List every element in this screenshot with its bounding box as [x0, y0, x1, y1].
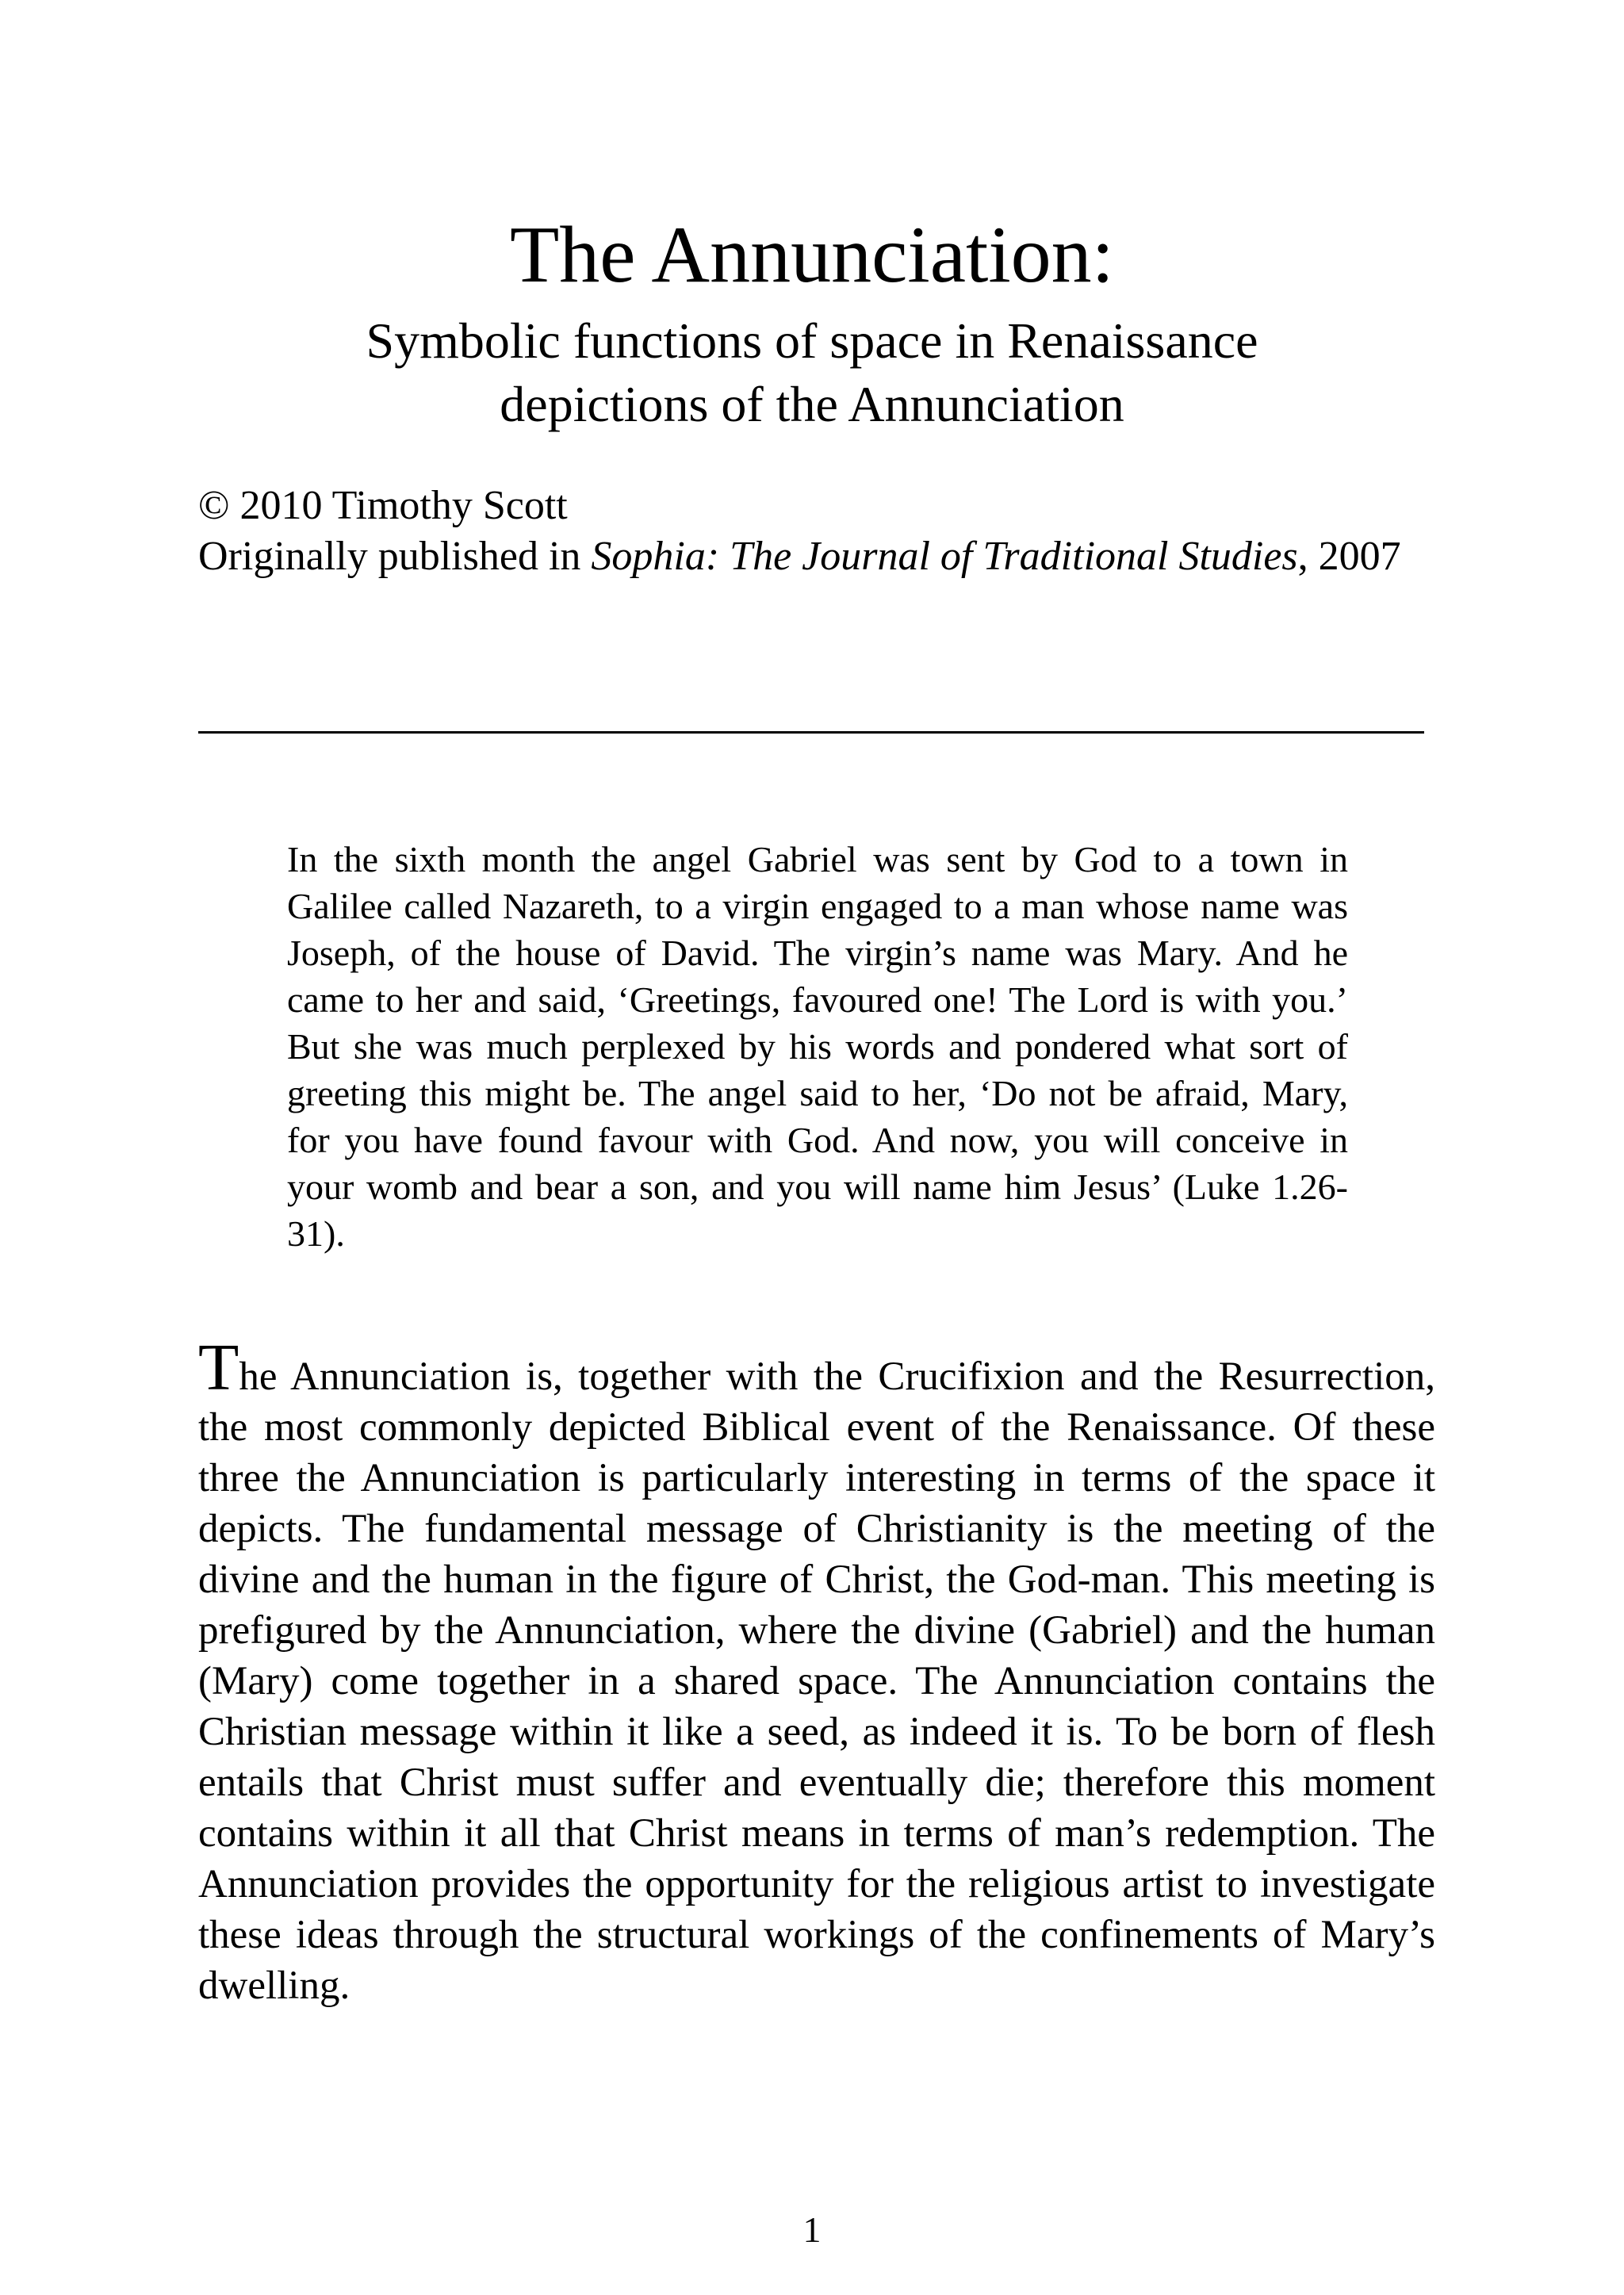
body-paragraph-text: he Annunciation is, together with the Crucifixion and the Resurrection, the most commonly depicted Biblical event of the Renaissance. Of these three the Annunciation is particularly interesting in terms of the space it depicts. The fundamental message of Christianity is the meeting of the divine and the human in the figure of Christ, the God-man. This meeting is prefigured by the Annunciation, where the divine (Gabriel) and the human (Mary) come together in a shared space. The Annunciation contains the Christian message within it like a seed, as indeed it is. To be born of flesh entails that Christ must suffer and eventually die; therefore this moment contains within it all that Christ means in terms of man’s redemption. The Annunciation provides the opportunity for the religious artist to investigate these ideas through the structural workings of the confinements of Mary’s dwelling.: [198, 1354, 1435, 2008]
published-prefix: Originally published in: [198, 534, 592, 579]
published-suffix: , 2007: [1297, 534, 1401, 579]
epigraph-quote: In the sixth month the angel Gabriel was sent by God to a town in Galilee called Nazareth, to a virgin engaged to a man whose name was Joseph, of the house of David. The virgin’s name was Mary. And he came to her and said, ‘Greetings, favoured one! The Lord is with you.’ But she was much perplexed by his words and pondered what sort of greeting this might be. The angel said to her, ‘Do not be afraid, Mary, for you have found favour with God. And now, you will conceive in your womb and bear a son, and you will name him Jesus’ (Luke 1.26-31).: [287, 839, 1348, 1254]
section-divider: [198, 731, 1424, 734]
copyright-line: © 2010 Timothy Scott: [198, 483, 568, 528]
subtitle-line-2: depictions of the Annunciation: [500, 376, 1124, 432]
body-paragraph: [198, 1331, 1435, 2011]
subtitle-line-1: Symbolic functions of space in Renaissance: [366, 312, 1258, 369]
publication-info: [198, 481, 1435, 582]
published-line: [198, 531, 1435, 582]
document-subtitle: [238, 309, 1386, 436]
document-title: The Annunciation:: [509, 210, 1114, 300]
drop-cap: T: [198, 1331, 239, 1404]
journal-name: Sophia: The Journal of Traditional Studies: [591, 534, 1298, 579]
page-number: 1: [802, 2209, 822, 2250]
